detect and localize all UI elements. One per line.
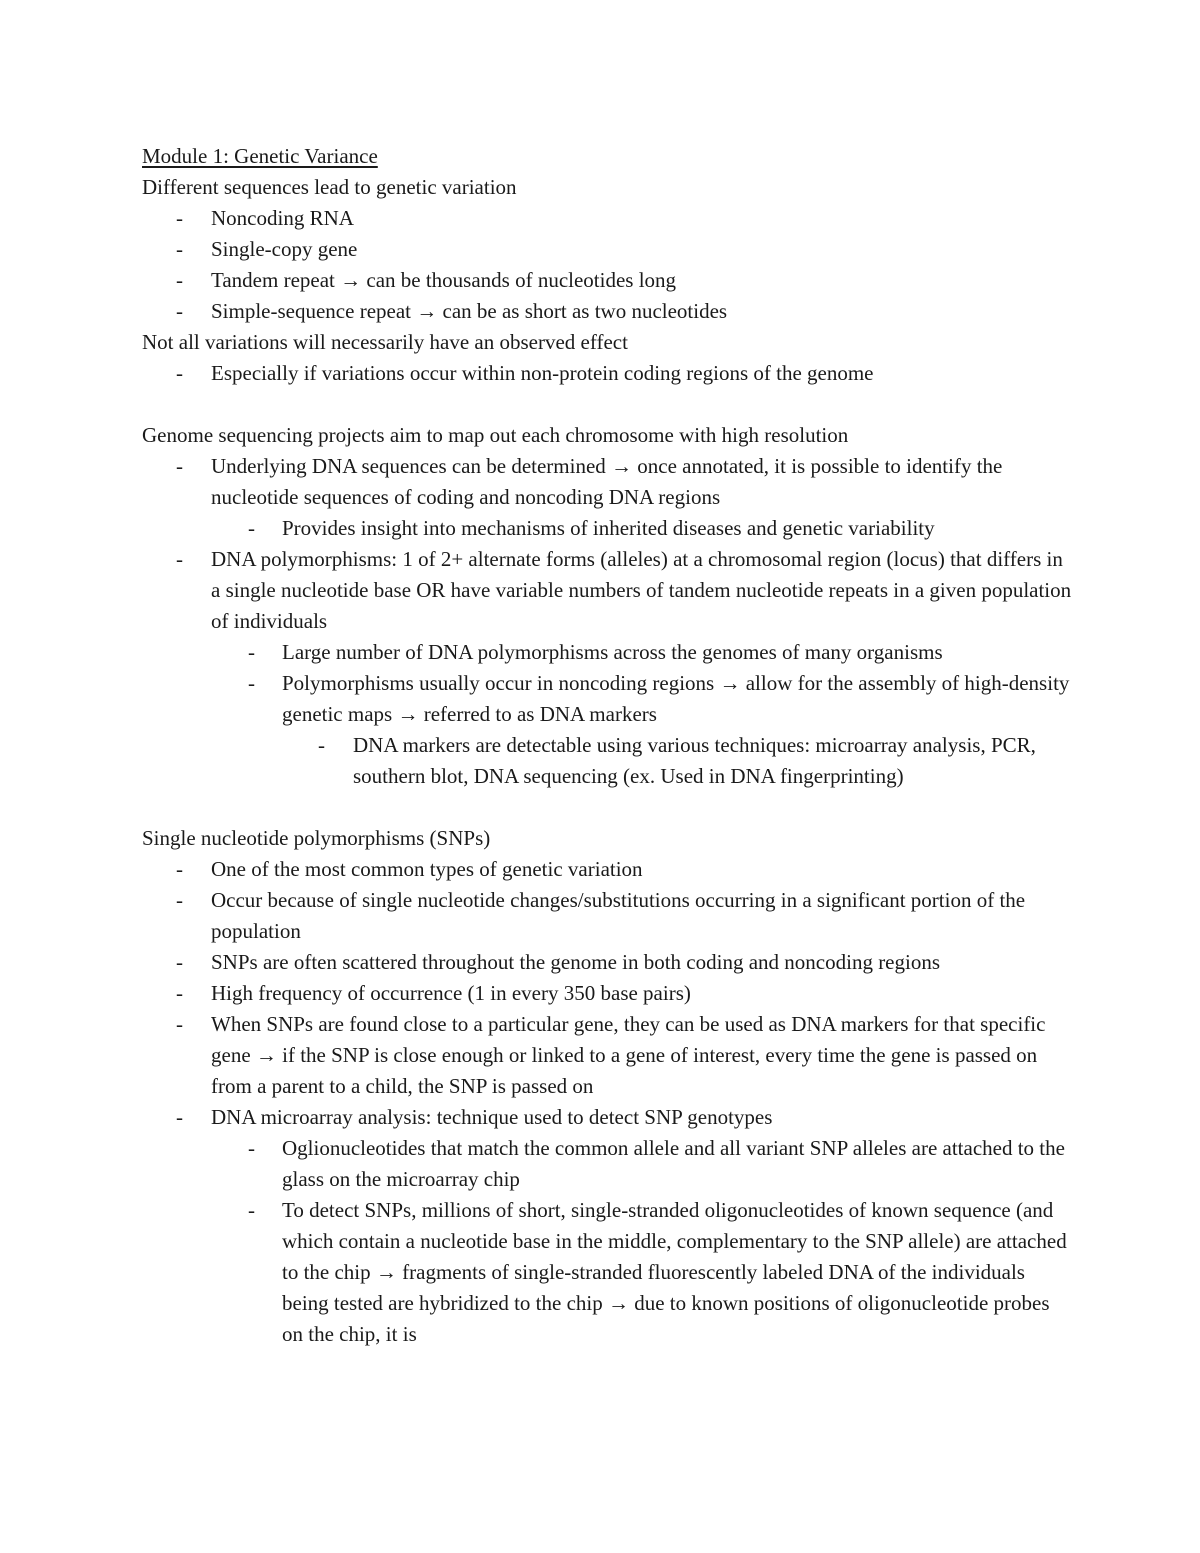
- paragraph-gap: [142, 792, 1072, 823]
- list-item-text: Large number of DNA polymorphisms across the genomes of many organisms: [282, 640, 943, 664]
- list-item-text: Occur because of single nucleotide changes/substitutions occurring in a significant portion of the population: [211, 888, 1026, 943]
- bullet-dash: -: [176, 454, 183, 478]
- list-item: [142, 203, 1072, 234]
- bullet-dash: -: [176, 1012, 183, 1036]
- paragraph-gap: [142, 389, 1072, 420]
- list-item-text: SNPs are often scattered throughout the genome in both coding and noncoding regions: [211, 950, 941, 974]
- bullet-dash: -: [248, 640, 255, 664]
- list-item-text: Polymorphisms usually occur in noncoding regions → allow for the assembly of high-density genetic maps → referred to as DNA markers: [282, 671, 1070, 726]
- bullet-dash: -: [176, 268, 183, 292]
- section-heading: Genome sequencing projects aim to map out each chromosome with high resolution: [142, 423, 849, 447]
- list-item: [142, 513, 1072, 544]
- list-item-text: DNA markers are detectable using various techniques: microarray analysis, PCR, southern blot, DNA sequencing (ex. Used in DNA fingerprinting): [353, 733, 1036, 788]
- list-item-text: DNA microarray analysis: technique used to detect SNP genotypes: [211, 1105, 773, 1129]
- bullet-dash: -: [176, 950, 183, 974]
- list-item: [142, 637, 1072, 668]
- list-item-text: Underlying DNA sequences can be determined → once annotated, it is possible to identify the nucleotide sequences of coding and noncoding DNA regions: [211, 454, 1003, 509]
- list-item-text: Noncoding RNA: [211, 206, 354, 230]
- bullet-dash: -: [176, 888, 183, 912]
- bullet-dash: -: [176, 237, 183, 261]
- bullet-dash: -: [176, 857, 183, 881]
- document-page: [142, 141, 1072, 1350]
- list-item: [142, 730, 1072, 792]
- section-heading: Different sequences lead to genetic variation: [142, 175, 517, 199]
- list-item-text: To detect SNPs, millions of short, single-stranded oligonucleotides of known sequence (and which contain a nucleotide base in the middle, complementary to the SNP allele) are attached to the chip → fragments of single-stranded fluorescently labeled DNA of the individuals being tested are hybridized to the chip → due to known positions of oligonucleotide probes on the chip, it is: [282, 1198, 1067, 1346]
- page-title: Module 1: Genetic Variance: [142, 144, 378, 168]
- section-heading: Not all variations will necessarily have an observed effect: [142, 330, 628, 354]
- list-item: [142, 978, 1072, 1009]
- list-item: [142, 265, 1072, 296]
- bullet-dash: -: [176, 1105, 183, 1129]
- list-item: [142, 885, 1072, 947]
- list-item: [142, 1009, 1072, 1102]
- list-item-text: High frequency of occurrence (1 in every 350 base pairs): [211, 981, 691, 1005]
- list-item: [142, 668, 1072, 730]
- bullet-dash: -: [176, 299, 183, 323]
- bullet-dash: -: [248, 1198, 255, 1222]
- list-item: [142, 1195, 1072, 1350]
- list-item-text: Single-copy gene: [211, 237, 358, 261]
- bullet-dash: -: [176, 981, 183, 1005]
- bullet-dash: -: [248, 516, 255, 540]
- list-item: [142, 1102, 1072, 1133]
- list-item-text: Tandem repeat → can be thousands of nucleotides long: [211, 268, 677, 292]
- bullet-dash: -: [248, 1136, 255, 1160]
- section-heading: Single nucleotide polymorphisms (SNPs): [142, 826, 491, 850]
- bullet-dash: -: [176, 206, 183, 230]
- list-item-text: Oglionucleotides that match the common allele and all variant SNP alleles are attached to the glass on the microarray chip: [282, 1136, 1065, 1191]
- bullet-dash: -: [248, 671, 255, 695]
- bullet-dash: -: [176, 547, 183, 571]
- list-item-text: Provides insight into mechanisms of inherited diseases and genetic variability: [282, 516, 935, 540]
- bullet-dash: -: [176, 361, 183, 385]
- list-item-text: DNA polymorphisms: 1 of 2+ alternate forms (alleles) at a chromosomal region (locus) that differs in a single nucleotide base OR have variable numbers of tandem nucleotide repeats in a given population of individuals: [211, 547, 1072, 633]
- list-item-text: When SNPs are found close to a particular gene, they can be used as DNA markers for that specific gene → if the SNP is close enough or linked to a gene of interest, every time the gene is passed on from a parent to a child, the SNP is passed on: [211, 1012, 1046, 1098]
- list-item: [142, 544, 1072, 637]
- list-item: [142, 451, 1072, 513]
- list-item-text: Simple-sequence repeat → can be as short as two nucleotides: [211, 299, 728, 323]
- list-item: [142, 1133, 1072, 1195]
- list-item: [142, 358, 1072, 389]
- list-item: [142, 947, 1072, 978]
- bullet-dash: -: [318, 733, 325, 757]
- list-item: [142, 854, 1072, 885]
- list-item-text: One of the most common types of genetic variation: [211, 857, 643, 881]
- list-item: [142, 234, 1072, 265]
- list-item: [142, 296, 1072, 327]
- list-item-text: Especially if variations occur within non-protein coding regions of the genome: [211, 361, 874, 385]
